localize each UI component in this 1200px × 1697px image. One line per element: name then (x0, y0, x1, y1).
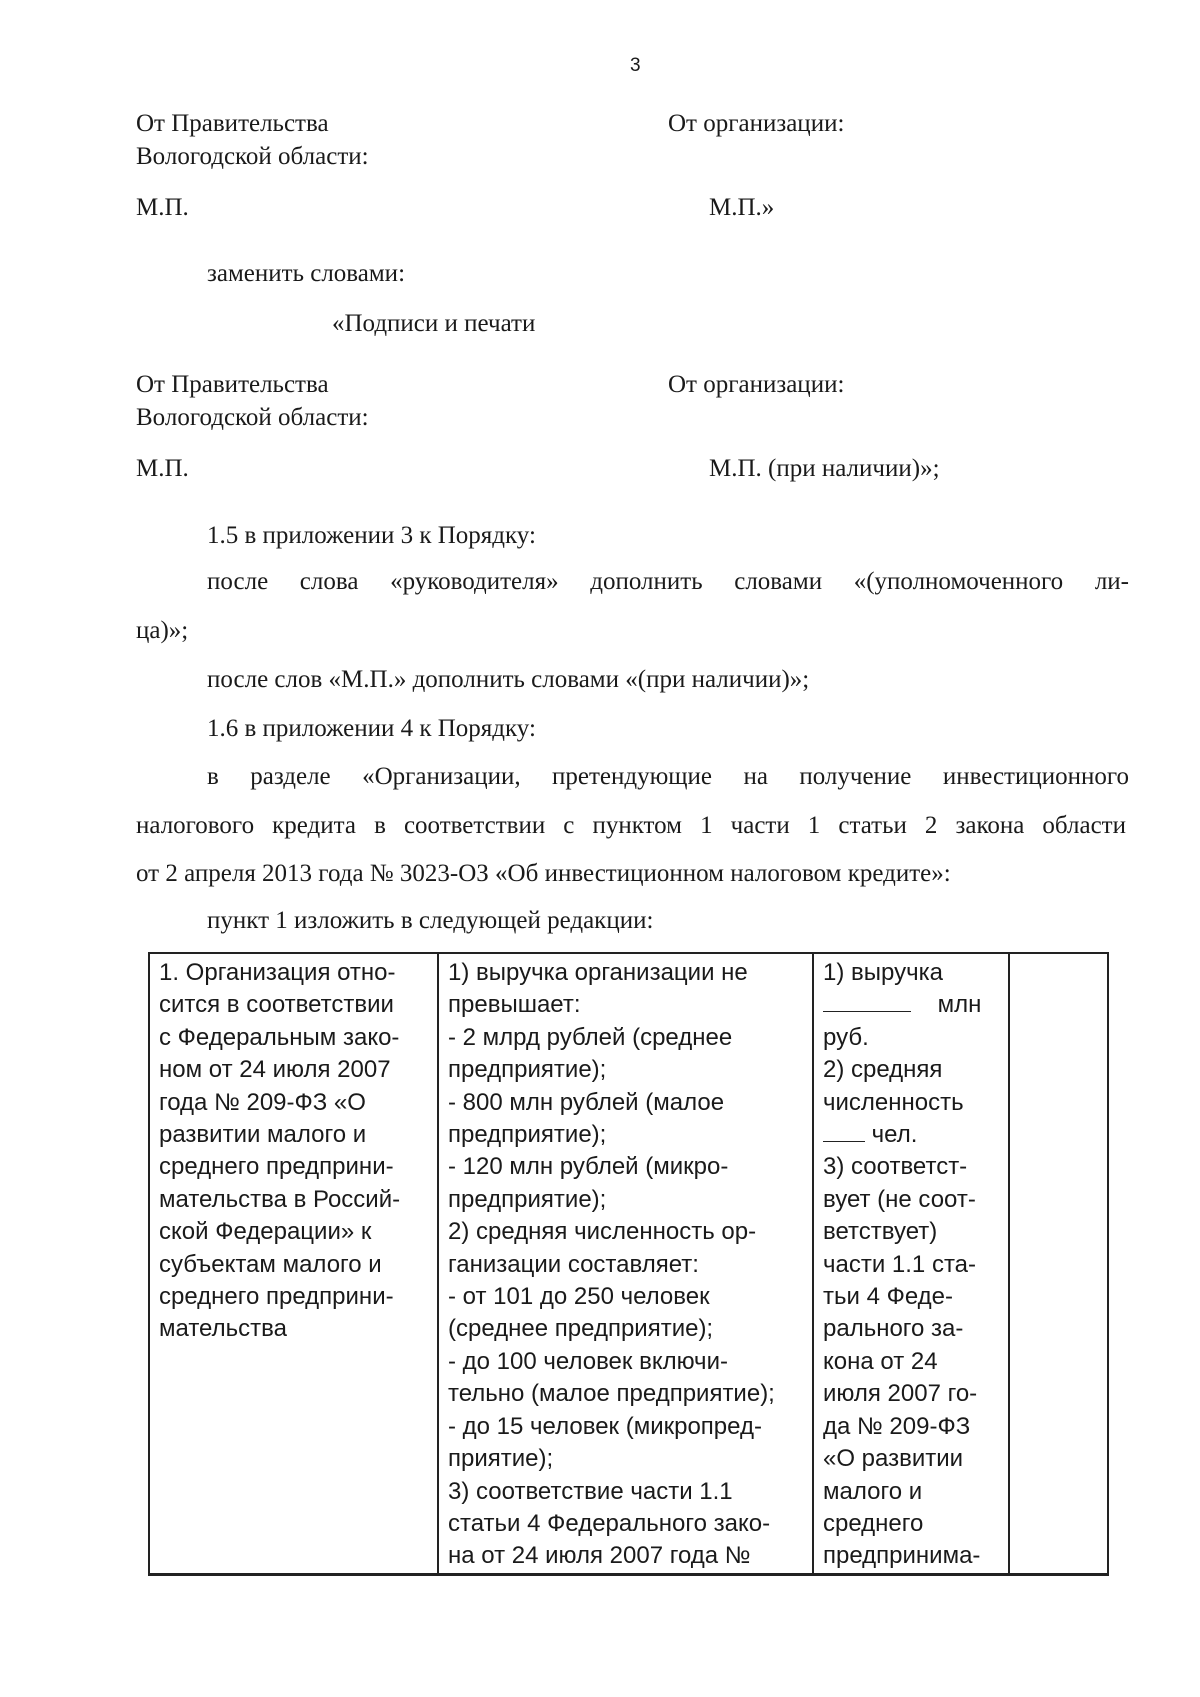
cell-line: малого и (823, 1477, 923, 1505)
cell-line: - 800 млн рублей (малое (448, 1088, 725, 1116)
cell-line: тельно (малое предприятие); (448, 1380, 775, 1408)
replace-with-text: заменить словами: (207, 260, 406, 287)
sig-new-left-line-2: Вологодской области: (136, 404, 369, 431)
sig-old-left-line-1: От Правительства (136, 110, 329, 137)
cell-line: (среднее предприятие); (448, 1315, 714, 1343)
item-1-6-heading: 1.6 в приложении 4 к Порядку: (207, 715, 536, 742)
cell-line: мательства (159, 1315, 287, 1343)
cell-line: сится в соответствии (159, 991, 394, 1019)
cell-line: части 1.1 ста- (823, 1250, 977, 1278)
cell-line: субъектам малого и (159, 1250, 382, 1278)
sig-new-right-line: От организации: (668, 371, 845, 398)
cell-line: на от 24 июля 2007 года № (448, 1542, 751, 1570)
cell-line: тьи 4 Феде- (823, 1283, 953, 1311)
cell-line: предпринима- (823, 1542, 981, 1570)
cell-line: численность (823, 1088, 964, 1116)
cell-line: среднего предприни- (159, 1153, 394, 1181)
cell-line: мательства в Россий- (159, 1185, 401, 1213)
table-cell-values (813, 953, 1009, 1574)
cell-line: - от 101 до 250 человек (448, 1283, 710, 1311)
item-1-6-para2: пункт 1 изложить в следующей редакции: (207, 907, 654, 934)
cell-line: превышает: (448, 991, 581, 1019)
cell-line: года № 209-ФЗ «О (159, 1088, 366, 1116)
item-1-6-para-line1: в разделе «Организации, претендующие на получение инвестиционного (207, 763, 1129, 790)
cell-line: вует (не соот- (823, 1185, 976, 1213)
unit-label: млн (937, 991, 982, 1019)
cell-line: 3) соответствие части 1.1 (448, 1477, 733, 1505)
cell-line: июля 2007 го- (823, 1380, 978, 1408)
cell-line: да № 209-ФЗ (823, 1412, 971, 1440)
cell-line: статьи 4 Федерального зако- (448, 1509, 771, 1537)
cell-line-headcount-blank (823, 1119, 1000, 1151)
signatures-title: «Подписи и печати (332, 310, 536, 337)
cell-line: предприятие); (448, 1056, 607, 1084)
unit-label: чел. (871, 1121, 918, 1149)
item-1-5-para1-line2: ца)»; (136, 617, 189, 644)
cell-line: приятие); (448, 1445, 554, 1473)
cell-line: 3) соответст- (823, 1153, 968, 1181)
cell-line: развитии малого и (159, 1121, 367, 1149)
cell-line: «О развитии (823, 1445, 964, 1473)
cell-line: 2) средняя численность ор- (448, 1218, 757, 1246)
criteria-table (148, 952, 1109, 1576)
item-1-6-para-line2: налогового кредита в соответствии с пунктом 1 части 1 статьи 2 закона области (136, 812, 1126, 839)
item-1-5-para1-line1: после слова «руководителя» дополнить словами «(уполномоченного ли- (207, 568, 1129, 595)
cell-line: кона от 24 (823, 1347, 938, 1375)
cell-line: - 120 млн рублей (микро- (448, 1153, 729, 1181)
cell-line: предприятие); (448, 1185, 607, 1213)
cell-line: ветствует) (823, 1218, 938, 1246)
table-cell-requirements (438, 953, 813, 1574)
sig-new-right-stamp: М.П. (при наличии)»; (709, 455, 940, 482)
sig-old-left-line-2: Вологодской области: (136, 143, 369, 170)
sig-old-left-stamp: М.П. (136, 194, 189, 221)
sig-old-right-line: От организации: (668, 110, 845, 137)
fill-in-blank (823, 1121, 865, 1142)
table-cell-criterion (149, 953, 438, 1574)
sig-new-left-line-1: От Правительства (136, 371, 329, 398)
cell-line: ской Федерации» к (159, 1218, 372, 1246)
cell-line-revenue-blank (823, 989, 1000, 1021)
cell-line: среднего (823, 1509, 924, 1537)
cell-line: 1) выручка организации не (448, 959, 748, 986)
cell-line: рального за- (823, 1315, 964, 1343)
sig-old-right-stamp: М.П.» (709, 194, 775, 221)
table-cell-empty (1009, 953, 1108, 1574)
item-1-5-para2: после слов «М.П.» дополнить словами «(при наличии)»; (207, 666, 810, 693)
cell-line: 1) выручка (823, 959, 943, 986)
cell-line: ганизации составляет: (448, 1250, 699, 1278)
cell-line: - 2 млрд рублей (среднее (448, 1023, 733, 1051)
item-1-6-para-line3: от 2 апреля 2013 года № 3023-ОЗ «Об инвестиционном налоговом кредите»: (136, 860, 951, 887)
cell-line: среднего предприни- (159, 1283, 394, 1311)
page-number: 3 (630, 55, 641, 76)
cell-line: 2) средняя (823, 1056, 943, 1084)
cell-line: - до 15 человек (микропред- (448, 1412, 762, 1440)
cell-line: предприятие); (448, 1121, 607, 1149)
sig-new-left-stamp: М.П. (136, 455, 189, 482)
cell-line: 1. Организация отно- (159, 959, 396, 986)
cell-line: руб. (823, 1023, 869, 1051)
item-1-5-heading: 1.5 в приложении 3 к Порядку: (207, 522, 536, 549)
fill-in-blank (823, 991, 911, 1012)
cell-line: ном от 24 июля 2007 (159, 1056, 391, 1084)
table-row (149, 953, 1108, 1574)
cell-line: - до 100 человек включи- (448, 1347, 728, 1375)
cell-line: с Федеральным зако- (159, 1023, 400, 1051)
